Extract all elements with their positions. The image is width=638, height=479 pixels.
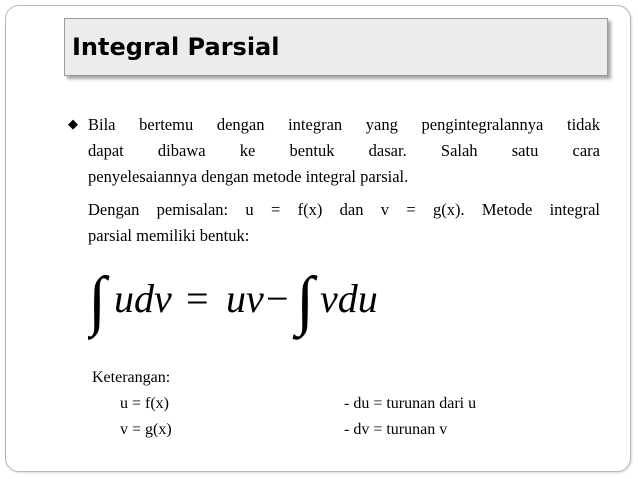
paragraph-line: Dengan pemisalan: u = f(x) dan v = g(x). Metode integral xyxy=(88,200,600,219)
integral-sign-2: ∫ xyxy=(296,264,315,337)
slide-title: Integral Parsial xyxy=(72,33,280,61)
paragraph-substitution xyxy=(88,197,600,249)
paragraph-line: dapat dibawa ke bentuk dasar. Salah satu cara xyxy=(88,141,600,160)
keterangan-v: v = g(x) xyxy=(120,421,172,438)
paragraph-definition xyxy=(88,112,600,190)
keterangan-heading: Keterangan: xyxy=(92,369,171,386)
paragraph-line: Bila bertemu dengan integran yang pengintegralannya tidak xyxy=(88,115,600,134)
bullet-diamond-icon: ◆ xyxy=(68,117,78,132)
integration-by-parts-formula xyxy=(88,262,418,342)
keterangan-u: u = f(x) xyxy=(120,395,170,412)
paragraph-line: parsial memiliki bentuk: xyxy=(88,226,250,245)
integral-sign: ∫ xyxy=(88,264,107,337)
formula-minus: − xyxy=(266,276,289,321)
formula-equals: = xyxy=(186,276,209,321)
formula-lhs: udv xyxy=(114,276,172,321)
paragraph-line: penyelesaiannya dengan metode integral parsial. xyxy=(88,167,409,186)
keterangan-dv: - dv = turunan v xyxy=(344,421,448,438)
keterangan-du: - du = turunan dari u xyxy=(344,395,477,412)
formula-rhs-integrand: vdu xyxy=(320,276,378,321)
formula-rhs-product: uv xyxy=(226,276,264,321)
